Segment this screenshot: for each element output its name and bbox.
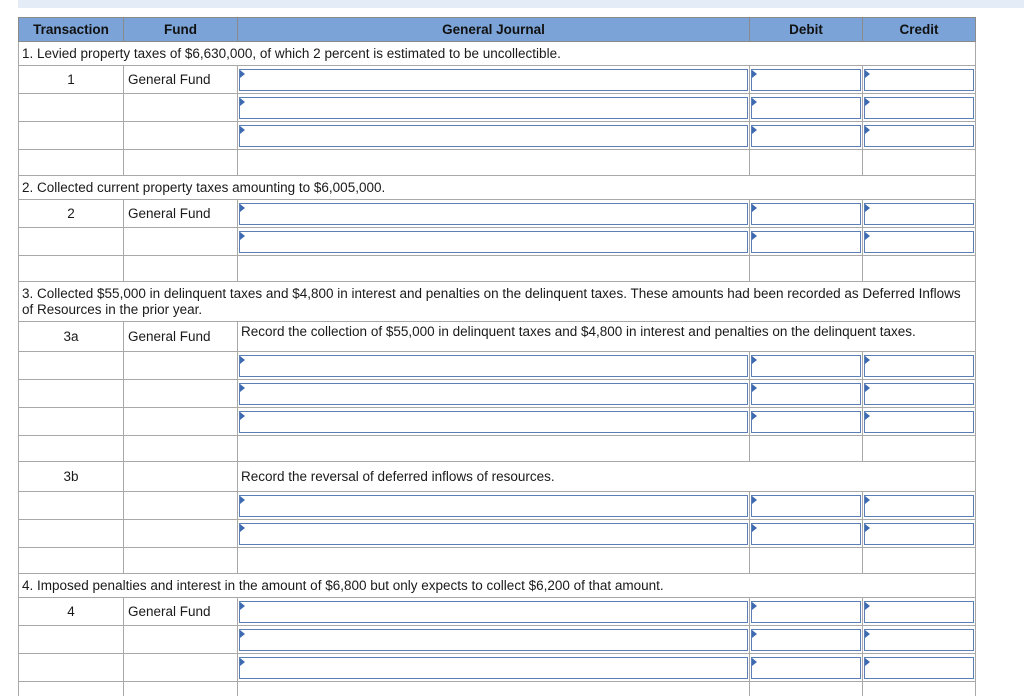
transaction-number: 2 <box>19 200 124 228</box>
fund-name <box>124 380 238 408</box>
transaction-number <box>19 94 124 122</box>
fund-name <box>124 352 238 380</box>
debit-header: Debit <box>750 18 863 42</box>
journal-row <box>19 598 976 626</box>
credit-input[interactable] <box>864 125 974 147</box>
transaction-2-description: 2. Collected current property taxes amounting to $6,005,000. <box>19 176 976 200</box>
account-input[interactable] <box>239 657 748 679</box>
fund-name <box>124 654 238 682</box>
general-journal-table <box>18 17 976 696</box>
spacer-row <box>19 256 976 282</box>
debit-input[interactable] <box>751 203 861 225</box>
transaction-number: 3b <box>19 462 124 492</box>
account-input[interactable] <box>239 203 748 225</box>
fund-header: Fund <box>124 18 238 42</box>
credit-input[interactable] <box>864 203 974 225</box>
spacer-row <box>19 150 976 176</box>
debit-input[interactable] <box>751 601 861 623</box>
debit-input[interactable] <box>751 629 861 651</box>
transaction-1-description: 1. Levied property taxes of $6,630,000, of which 2 percent is estimated to be uncollectible. <box>19 42 976 66</box>
transaction-number: 3a <box>19 322 124 352</box>
spacer-row <box>19 548 976 574</box>
transaction-number <box>19 122 124 150</box>
account-input[interactable] <box>239 231 748 253</box>
journal-row <box>19 408 976 436</box>
entry-instruction-3b: Record the reversal of deferred inflows of resources. <box>238 462 976 492</box>
fund-name <box>124 462 238 492</box>
credit-input[interactable] <box>864 657 974 679</box>
transaction-number <box>19 408 124 436</box>
credit-input[interactable] <box>864 411 974 433</box>
journal-row <box>19 228 976 256</box>
credit-input[interactable] <box>864 629 974 651</box>
debit-input[interactable] <box>751 383 861 405</box>
journal-row <box>19 380 976 408</box>
general-journal-header: General Journal <box>238 18 750 42</box>
fund-name: General Fund <box>124 66 238 94</box>
fund-name <box>124 408 238 436</box>
debit-input[interactable] <box>751 411 861 433</box>
credit-input[interactable] <box>864 69 974 91</box>
credit-input[interactable] <box>864 523 974 545</box>
debit-input[interactable] <box>751 657 861 679</box>
account-input[interactable] <box>239 495 748 517</box>
journal-row <box>19 122 976 150</box>
header-row <box>19 18 976 42</box>
journal-row <box>19 352 976 380</box>
transaction-number <box>19 520 124 548</box>
debit-input[interactable] <box>751 125 861 147</box>
credit-input[interactable] <box>864 97 974 119</box>
account-input[interactable] <box>239 383 748 405</box>
journal-row-3b <box>19 462 976 492</box>
transaction-4-description: 4. Imposed penalties and interest in the amount of $6,800 but only expects to collect $6,200 of that amount. <box>19 574 976 598</box>
fund-name <box>124 520 238 548</box>
fund-name: General Fund <box>124 322 238 352</box>
credit-header: Credit <box>863 18 976 42</box>
debit-input[interactable] <box>751 69 861 91</box>
fund-name <box>124 94 238 122</box>
fund-name: General Fund <box>124 598 238 626</box>
journal-row <box>19 492 976 520</box>
entry-instruction-3a: Record the collection of $55,000 in delinquent taxes and $4,800 in interest and penalties on the delinquent taxes. <box>238 322 976 352</box>
transaction-number: 4 <box>19 598 124 626</box>
spacer-row <box>19 436 976 462</box>
journal-row <box>19 66 976 94</box>
debit-input[interactable] <box>751 355 861 377</box>
journal-row-3a <box>19 322 976 352</box>
journal-row <box>19 626 976 654</box>
transaction-number <box>19 626 124 654</box>
transaction-number: 1 <box>19 66 124 94</box>
debit-input[interactable] <box>751 523 861 545</box>
transaction-number <box>19 654 124 682</box>
account-input[interactable] <box>239 97 748 119</box>
credit-input[interactable] <box>864 355 974 377</box>
debit-input[interactable] <box>751 495 861 517</box>
fund-name: General Fund <box>124 200 238 228</box>
transaction-number <box>19 492 124 520</box>
account-input[interactable] <box>239 411 748 433</box>
credit-input[interactable] <box>864 495 974 517</box>
transaction-number <box>19 380 124 408</box>
journal-row <box>19 200 976 228</box>
journal-row <box>19 94 976 122</box>
credit-input[interactable] <box>864 601 974 623</box>
fund-name <box>124 626 238 654</box>
fund-name <box>124 122 238 150</box>
account-input[interactable] <box>239 601 748 623</box>
journal-row <box>19 520 976 548</box>
credit-input[interactable] <box>864 231 974 253</box>
spacer-row <box>19 682 976 696</box>
account-input[interactable] <box>239 629 748 651</box>
account-input[interactable] <box>239 523 748 545</box>
transaction-number <box>19 228 124 256</box>
top-banner <box>18 0 1024 8</box>
transaction-number <box>19 352 124 380</box>
account-input[interactable] <box>239 355 748 377</box>
debit-input[interactable] <box>751 231 861 253</box>
account-input[interactable] <box>239 69 748 91</box>
fund-name <box>124 228 238 256</box>
transaction-3-description: 3. Collected $55,000 in delinquent taxes and $4,800 in interest and penalties on the delinquent taxes. These amounts had been recorded as Deferred Inflows of Resources in the prior year. <box>19 282 976 322</box>
journal-row <box>19 654 976 682</box>
debit-input[interactable] <box>751 97 861 119</box>
transaction-header: Transaction <box>19 18 124 42</box>
account-input[interactable] <box>239 125 748 147</box>
credit-input[interactable] <box>864 383 974 405</box>
fund-name <box>124 492 238 520</box>
